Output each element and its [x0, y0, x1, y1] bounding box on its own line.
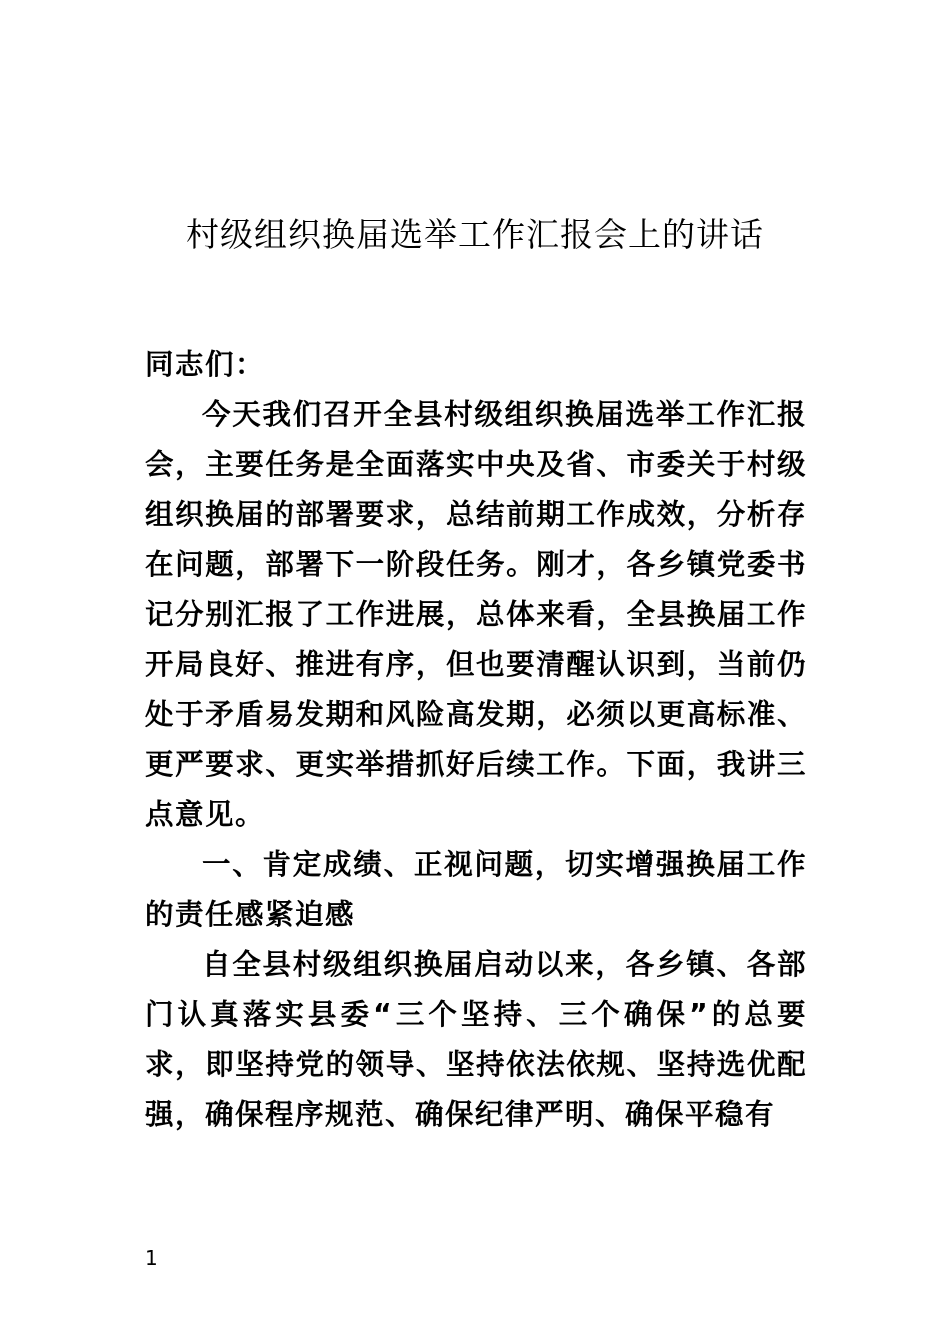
paragraph-intro: 今天我们召开全县村级组织换届选举工作汇报会，主要任务是全面落实中央及省、市委关于村级组织换届的部署要求，总结前期工作成效，分析存在问题，部署下一阶段任务。刚才，各乡镇党委书记分别汇报了工作进展，总体来看，全县换届工作开局良好、推进有序，但也要清醒认识到，当前仍处于矛盾易发期和风险高发期，必须以更高标准、更严要求、更实举措抓好后续工作。下面，我讲三点意见。: [145, 398, 807, 831]
document-title: 村级组织换届选举工作汇报会上的讲话: [186, 215, 764, 254]
salutation: 同志们：: [145, 348, 266, 381]
section-heading-1: 一、肯定成绩、正视问题，切实增强换届工作的责任感紧迫感: [145, 848, 807, 931]
document-body: [145, 340, 807, 1140]
paragraph-section-1: 自全县村级组织换届启动以来，各乡镇、各部门认真落实县委“三个坚持、三个确保”的总要求，即坚持党的领导、坚持依法依规、坚持选优配强，确保程序规范、确保纪律严明、确保平稳有: [145, 948, 807, 1131]
page-number: 1: [145, 1246, 158, 1270]
